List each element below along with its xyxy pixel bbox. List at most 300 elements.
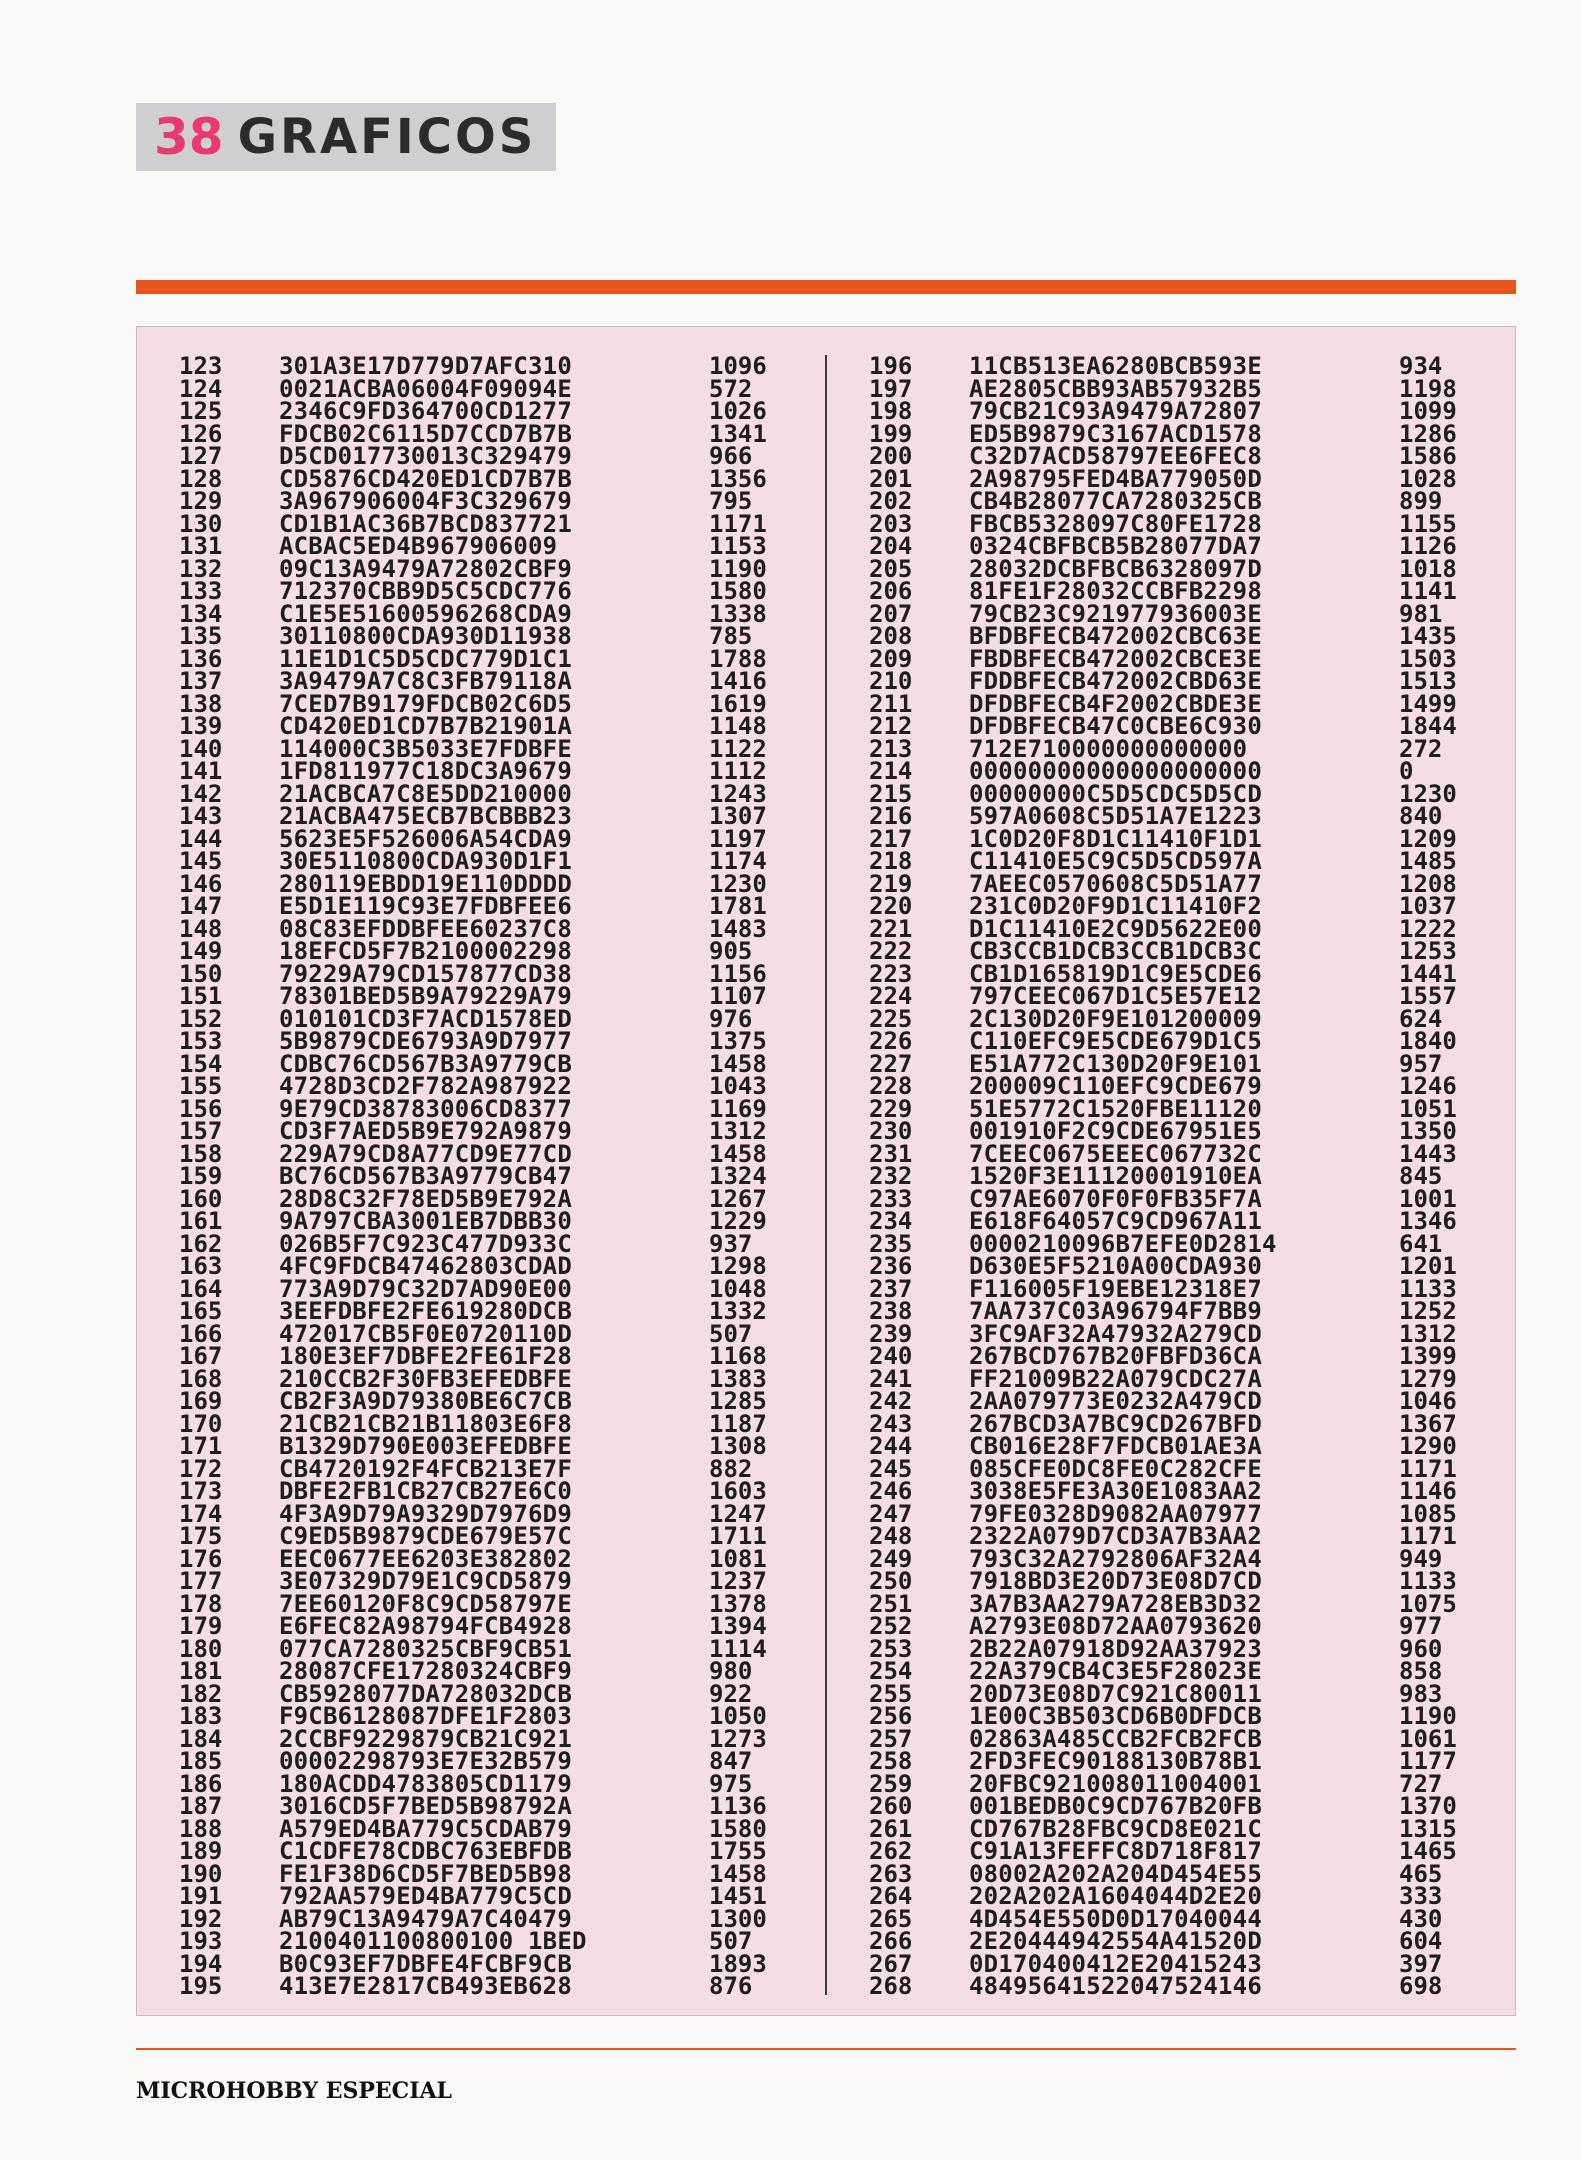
- checksum: 1279: [1399, 1364, 1457, 1393]
- hex-data: 20FBC921008011004001: [969, 1769, 1262, 1798]
- line-number: 252: [869, 1612, 913, 1640]
- line-number: 215: [869, 779, 913, 808]
- line-number: 129: [179, 487, 223, 515]
- hex-data: 28D8C32F78ED5B9E792A: [279, 1184, 572, 1213]
- line-number: 228: [869, 1072, 913, 1100]
- line-number: 245: [869, 1454, 913, 1483]
- checksum: 1580: [709, 1814, 767, 1843]
- checksum: 1781: [709, 892, 767, 920]
- hex-data: CD3F7AED5B9E792A9879: [279, 1117, 572, 1145]
- line-number: 124: [179, 374, 223, 403]
- hex-data: 21CB21CB21B11803E6F8: [279, 1409, 572, 1438]
- line-number: 253: [869, 1634, 913, 1663]
- line-number: 251: [869, 1589, 913, 1618]
- line-number: 163: [179, 1252, 223, 1280]
- hex-data: C32D7ACD58797EE6FEC8: [969, 442, 1262, 470]
- line-number: 238: [869, 1297, 913, 1325]
- line-number: 219: [869, 869, 913, 898]
- hex-data: 48495641522047524146: [969, 1972, 1262, 2000]
- line-number: 159: [179, 1162, 223, 1190]
- hex-data: 301A3E17D779D7AFC310: [279, 352, 572, 380]
- listing-line: [869, 1972, 1489, 2000]
- hex-data: 21ACBCA7C8E5DD210000: [279, 779, 572, 808]
- checksum: 1441: [1399, 959, 1457, 988]
- line-number: 190: [179, 1859, 223, 1888]
- checksum: 960: [1399, 1634, 1443, 1663]
- line-number: 265: [869, 1904, 913, 1933]
- checksum: 1133: [1399, 1567, 1457, 1595]
- hex-data: 2AA079773E0232A479CD: [969, 1387, 1262, 1415]
- line-number: 250: [869, 1567, 913, 1595]
- line-number: 220: [869, 892, 913, 920]
- line-number: 242: [869, 1387, 913, 1415]
- checksum: 1350: [1399, 1117, 1457, 1145]
- line-number: 257: [869, 1724, 913, 1753]
- hex-data: 797CEEC067D1C5E57E12: [969, 982, 1262, 1010]
- checksum: 1290: [1399, 1432, 1457, 1460]
- checksum: 1050: [709, 1702, 767, 1730]
- checksum: 1341: [709, 419, 767, 448]
- checksum: 1451: [709, 1882, 767, 1910]
- checksum: 1001: [1399, 1184, 1457, 1213]
- hex-data: 026B5F7C923C477D933C: [279, 1229, 572, 1258]
- hex-data: E618F64057C9CD967A11: [969, 1207, 1262, 1235]
- hex-data: 9E79CD38783006CD8377: [279, 1094, 572, 1123]
- checksum: 1298: [709, 1252, 767, 1280]
- line-number: 240: [869, 1342, 913, 1370]
- line-number: 194: [179, 1949, 223, 1978]
- checksum: 1197: [709, 824, 767, 853]
- line-number: 165: [179, 1297, 223, 1325]
- hex-data: 7AA737C03A96794F7BB9: [969, 1297, 1262, 1325]
- checksum: 1378: [709, 1589, 767, 1618]
- checksum: 981: [1399, 599, 1443, 628]
- hex-data: 793C32A2792806AF32A4: [969, 1544, 1262, 1573]
- checksum: 1156: [709, 959, 767, 988]
- hex-data: 2346C9FD364700CD1277: [279, 397, 572, 425]
- hex-data: 00000000C5D5CDC5D5CD: [969, 779, 1262, 808]
- line-number: 192: [179, 1904, 223, 1933]
- checksum: 795: [709, 487, 753, 515]
- line-number: 164: [179, 1274, 223, 1303]
- line-number: 211: [869, 689, 913, 718]
- line-number: 150: [179, 959, 223, 988]
- listing-column-left: [179, 352, 799, 2000]
- line-number: 195: [179, 1972, 223, 2000]
- hex-data: A2793E08D72AA0793620: [969, 1612, 1262, 1640]
- line-number: 134: [179, 599, 223, 628]
- line-number: 152: [179, 1004, 223, 1033]
- checksum: 949: [1399, 1544, 1443, 1573]
- line-number: 145: [179, 847, 223, 875]
- line-number: 155: [179, 1072, 223, 1100]
- hex-data: 200009C110EFC9CDE679: [969, 1072, 1262, 1100]
- hex-data: 2B22A07918D92AA37923: [969, 1634, 1262, 1663]
- line-number: 186: [179, 1769, 223, 1798]
- checksum: 1146: [1399, 1477, 1457, 1505]
- line-number: 143: [179, 802, 223, 830]
- hex-data: DFDBFECB4F2002CBDE3E: [969, 689, 1262, 718]
- hex-data: ED5B9879C3167ACD1578: [969, 419, 1262, 448]
- line-number: 176: [179, 1544, 223, 1573]
- hex-data: CB1D165819D1C9E5CDE6: [969, 959, 1262, 988]
- checksum: 1026: [709, 397, 767, 425]
- checksum: 1136: [709, 1792, 767, 1820]
- hex-data: 597A0608C5D51A7E1223: [969, 802, 1262, 830]
- line-number: 153: [179, 1027, 223, 1055]
- line-number: 263: [869, 1859, 913, 1888]
- line-number: 202: [869, 487, 913, 515]
- checksum: 1043: [709, 1072, 767, 1100]
- checksum: 922: [709, 1679, 753, 1708]
- line-number: 214: [869, 757, 913, 785]
- hex-data: 3A9479A7C8C3FB79118A: [279, 667, 572, 695]
- checksum: 858: [1399, 1657, 1443, 1685]
- checksum: 876: [709, 1972, 753, 2000]
- line-number: 262: [869, 1837, 913, 1865]
- checksum: 1435: [1399, 622, 1457, 650]
- line-number: 193: [179, 1927, 223, 1955]
- hex-data: CB5928077DA728032DCB: [279, 1679, 572, 1708]
- hex-data: 2100401100800100 1BED: [279, 1927, 587, 1955]
- line-number: 210: [869, 667, 913, 695]
- hex-data: 180E3EF7DBFE2FE61F28: [279, 1342, 572, 1370]
- line-number: 167: [179, 1342, 223, 1370]
- line-number: 154: [179, 1049, 223, 1078]
- checksum: 905: [709, 937, 753, 965]
- hex-data: 0000210096B7EFE0D2814: [969, 1229, 1277, 1258]
- hex-data: 792AA579ED4BA779C5CD: [279, 1882, 572, 1910]
- checksum: 1285: [709, 1387, 767, 1415]
- hex-data: 3E07329D79E1C9CD5879: [279, 1567, 572, 1595]
- line-number: 213: [869, 734, 913, 763]
- line-number: 139: [179, 712, 223, 740]
- line-number: 182: [179, 1679, 223, 1708]
- checksum: 1893: [709, 1949, 767, 1978]
- line-number: 259: [869, 1769, 913, 1798]
- hex-data: E6FEC82A98794FCB4928: [279, 1612, 572, 1640]
- line-number: 196: [869, 352, 913, 380]
- checksum: 1557: [1399, 982, 1457, 1010]
- checksum: 847: [709, 1747, 753, 1775]
- line-number: 229: [869, 1094, 913, 1123]
- checksum: 1171: [1399, 1454, 1457, 1483]
- checksum: 1312: [1399, 1319, 1457, 1348]
- checksum: 624: [1399, 1004, 1443, 1033]
- line-number: 268: [869, 1972, 913, 2000]
- checksum: 1755: [709, 1837, 767, 1865]
- line-number: 174: [179, 1499, 223, 1528]
- line-number: 198: [869, 397, 913, 425]
- hex-data: 18EFCD5F7B2100002298: [279, 937, 572, 965]
- checksum: 1416: [709, 667, 767, 695]
- line-number: 203: [869, 509, 913, 538]
- line-number: 142: [179, 779, 223, 808]
- line-number: 218: [869, 847, 913, 875]
- checksum: 1603: [709, 1477, 767, 1505]
- checksum: 1198: [1399, 374, 1457, 403]
- checksum: 397: [1399, 1949, 1443, 1978]
- checksum: 333: [1399, 1882, 1443, 1910]
- hex-data: 010101CD3F7ACD1578ED: [279, 1004, 572, 1033]
- hex-data: 001BEDB0C9CD767B20FB: [969, 1792, 1262, 1820]
- hex-data: 3A7B3AA279A728EB3D32: [969, 1589, 1262, 1618]
- line-number: 178: [179, 1589, 223, 1618]
- hex-data: EEC0677EE6203E382802: [279, 1544, 572, 1573]
- checksum: 727: [1399, 1769, 1443, 1798]
- line-number: 241: [869, 1364, 913, 1393]
- hex-data: 5B9879CDE6793A9D7977: [279, 1027, 572, 1055]
- checksum: 845: [1399, 1162, 1443, 1190]
- hex-data: D630E5F5210A00CDA930: [969, 1252, 1262, 1280]
- checksum: 1315: [1399, 1814, 1457, 1843]
- checksum: 1844: [1399, 712, 1457, 740]
- hex-data: 11CB513EA6280BCB593E: [969, 352, 1262, 380]
- line-number: 133: [179, 577, 223, 605]
- hex-data: 7CEEC0675EEEC067732C: [969, 1139, 1262, 1168]
- hex-data: E51A772C130D20F9E101: [969, 1049, 1262, 1078]
- checksum: 1458: [709, 1049, 767, 1078]
- hex-data: D1C11410E2C9D5622E00: [969, 914, 1262, 943]
- line-number: 179: [179, 1612, 223, 1640]
- checksum: 1155: [1399, 509, 1457, 538]
- checksum: 1324: [709, 1162, 767, 1190]
- checksum: 980: [709, 1657, 753, 1685]
- line-number: 183: [179, 1702, 223, 1730]
- checksum: 1096: [709, 352, 767, 380]
- line-number: 185: [179, 1747, 223, 1775]
- checksum: 1171: [709, 509, 767, 538]
- hex-data: 4728D3CD2F782A987922: [279, 1072, 572, 1100]
- hex-data: AE2805CBB93AB57932B5: [969, 374, 1262, 403]
- column-divider: [825, 355, 827, 1995]
- line-number: 162: [179, 1229, 223, 1258]
- hex-data: 30110800CDA930D11938: [279, 622, 572, 650]
- checksum: 1246: [1399, 1072, 1457, 1100]
- line-number: 201: [869, 464, 913, 493]
- checksum: 1051: [1399, 1094, 1457, 1123]
- hex-data: 79CB23C921977936003E: [969, 599, 1262, 628]
- checksum: 1243: [709, 779, 767, 808]
- checksum: 1443: [1399, 1139, 1457, 1168]
- line-number: 260: [869, 1792, 913, 1820]
- hex-data: AB79C13A9479A7C40479: [279, 1904, 572, 1933]
- hex-data: 51E5772C1520FBE11120: [969, 1094, 1262, 1123]
- checksum: 1338: [709, 599, 767, 628]
- hex-data: 7AEEC0570608C5D51A77: [969, 869, 1262, 898]
- line-number: 148: [179, 914, 223, 943]
- line-number: 184: [179, 1724, 223, 1753]
- line-number: 207: [869, 599, 913, 628]
- line-number: 230: [869, 1117, 913, 1145]
- checksum: 1346: [1399, 1207, 1457, 1235]
- line-number: 197: [869, 374, 913, 403]
- line-number: 244: [869, 1432, 913, 1460]
- line-number: 204: [869, 532, 913, 560]
- hex-data: 21ACBA475ECB7BCBBB23: [279, 802, 572, 830]
- line-number: 135: [179, 622, 223, 650]
- checksum: 1148: [709, 712, 767, 740]
- line-number: 151: [179, 982, 223, 1010]
- hex-data: 773A9D79C32D7AD90E00: [279, 1274, 572, 1303]
- line-number: 156: [179, 1094, 223, 1123]
- checksum: 1169: [709, 1094, 767, 1123]
- hex-data: 08C83EFDDBFEE60237C8: [279, 914, 572, 943]
- checksum: 507: [709, 1927, 753, 1955]
- checksum: 1267: [709, 1184, 767, 1213]
- line-number: 158: [179, 1139, 223, 1168]
- checksum: 1187: [709, 1409, 767, 1438]
- hex-data: 0324CBFBCB5B28077DA7: [969, 532, 1262, 560]
- hex-data: 1C0D20F8D1C11410F1D1: [969, 824, 1262, 853]
- hex-data: 4FC9FDCB47462803CDAD: [279, 1252, 572, 1280]
- checksum: 1458: [709, 1859, 767, 1888]
- hex-data: 9A797CBA3001EB7DBB30: [279, 1207, 572, 1235]
- hex-data: 00000000000000000000: [969, 757, 1262, 785]
- hex-data: 2322A079D7CD3A7B3AA2: [969, 1522, 1262, 1550]
- line-number: 224: [869, 982, 913, 1010]
- checksum: 1048: [709, 1274, 767, 1303]
- hex-data: F9CB6128087DFE1F2803: [279, 1702, 572, 1730]
- hex-data: 2CCBF9229879CB21C921: [279, 1724, 572, 1753]
- checksum: 966: [709, 442, 753, 470]
- line-number: 221: [869, 914, 913, 943]
- hex-data: 472017CB5F0E0720110D: [279, 1319, 572, 1348]
- checksum: 1075: [1399, 1589, 1457, 1618]
- line-number: 137: [179, 667, 223, 695]
- line-number: 171: [179, 1432, 223, 1460]
- hex-data: CD5876CD420ED1CD7B7B: [279, 464, 572, 493]
- checksum: 957: [1399, 1049, 1443, 1078]
- hex-data: C97AE6070F0F0FB35F7A: [969, 1184, 1262, 1213]
- checksum: 1308: [709, 1432, 767, 1460]
- hex-data: 001910F2C9CDE67951E5: [969, 1117, 1262, 1145]
- line-number: 181: [179, 1657, 223, 1685]
- hex-data: 4F3A9D79A9329D7976D9: [279, 1499, 572, 1528]
- hex-data: ACBAC5ED4B967906009: [279, 532, 558, 560]
- line-number: 136: [179, 644, 223, 673]
- checksum: 1394: [709, 1612, 767, 1640]
- checksum: 1370: [1399, 1792, 1457, 1820]
- line-number: 243: [869, 1409, 913, 1438]
- hex-data: 28087CFE17280324CBF9: [279, 1657, 572, 1685]
- hex-data: BC76CD567B3A9779CB47: [279, 1162, 572, 1190]
- line-number: 125: [179, 397, 223, 425]
- line-number: 157: [179, 1117, 223, 1145]
- checksum: 1503: [1399, 644, 1457, 673]
- hex-data: C91A13FEFFC8D718F817: [969, 1837, 1262, 1865]
- hex-data: 2FD3FEC90188130B78B1: [969, 1747, 1262, 1775]
- hex-data: 413E7E2817CB493EB628: [279, 1972, 572, 2000]
- checksum: 507: [709, 1319, 753, 1348]
- line-number: 264: [869, 1882, 913, 1910]
- line-number: 239: [869, 1319, 913, 1348]
- checksum: 1300: [709, 1904, 767, 1933]
- line-number: 141: [179, 757, 223, 785]
- checksum: 604: [1399, 1927, 1443, 1955]
- hex-data: 30E5110800CDA930D1F1: [279, 847, 572, 875]
- line-number: 267: [869, 1949, 913, 1978]
- checksum: 1177: [1399, 1747, 1457, 1775]
- hex-data: FDCB02C6115D7CCD7B7B: [279, 419, 572, 448]
- hex-data: C9ED5B9879CDE679E57C: [279, 1522, 572, 1550]
- hex-data: E5D1E119C93E7FDBFEE6: [279, 892, 572, 920]
- line-number: 258: [869, 1747, 913, 1775]
- hex-data: CDBC76CD567B3A9779CB: [279, 1049, 572, 1078]
- line-number: 200: [869, 442, 913, 470]
- checksum: 0: [1399, 757, 1414, 785]
- checksum: 1230: [709, 869, 767, 898]
- hex-data: 3EEFDBFE2FE619280DCB: [279, 1297, 572, 1325]
- line-number: 199: [869, 419, 913, 448]
- hex-data: 085CFE0DC8FE0C282CFE: [969, 1454, 1262, 1483]
- checksum: 1133: [1399, 1274, 1457, 1303]
- checksum: 1286: [1399, 419, 1457, 448]
- line-number: 226: [869, 1027, 913, 1055]
- listing-column-right: [869, 352, 1489, 2000]
- top-rule: [136, 280, 1516, 294]
- line-number: 209: [869, 644, 913, 673]
- hex-data: C110EFC9E5CDE679D1C5: [969, 1027, 1262, 1055]
- checksum: 1171: [1399, 1522, 1457, 1550]
- checksum: 1122: [709, 734, 767, 763]
- checksum: 977: [1399, 1612, 1443, 1640]
- checksum: 1153: [709, 532, 767, 560]
- checksum: 641: [1399, 1229, 1443, 1258]
- checksum: 1485: [1399, 847, 1457, 875]
- checksum: 1711: [709, 1522, 767, 1550]
- checksum: 1252: [1399, 1297, 1457, 1325]
- checksum: 882: [709, 1454, 753, 1483]
- line-number: 123: [179, 352, 223, 380]
- line-number: 127: [179, 442, 223, 470]
- hex-data: 3016CD5F7BED5B98792A: [279, 1792, 572, 1820]
- hex-data: CB4720192F4FCB213E7F: [279, 1454, 572, 1483]
- checksum: 1046: [1399, 1387, 1457, 1415]
- checksum: 1222: [1399, 914, 1457, 943]
- line-number: 147: [179, 892, 223, 920]
- checksum: 1399: [1399, 1342, 1457, 1370]
- line-number: 144: [179, 824, 223, 853]
- line-number: 231: [869, 1139, 913, 1168]
- line-number: 266: [869, 1927, 913, 1955]
- bottom-rule: [136, 2048, 1516, 2050]
- hex-data: 7918BD3E20D73E08D7CD: [969, 1567, 1262, 1595]
- checksum: 1168: [709, 1342, 767, 1370]
- line-number: 254: [869, 1657, 913, 1685]
- line-number: 246: [869, 1477, 913, 1505]
- line-number: 175: [179, 1522, 223, 1550]
- line-number: 208: [869, 622, 913, 650]
- hex-data: 2C130D20F9E101200009: [969, 1004, 1262, 1033]
- hex-data: 3FC9AF32A47932A279CD: [969, 1319, 1262, 1348]
- line-number: 160: [179, 1184, 223, 1213]
- checksum: 1028: [1399, 464, 1457, 493]
- checksum: 983: [1399, 1679, 1443, 1708]
- line-number: 223: [869, 959, 913, 988]
- checksum: 1229: [709, 1207, 767, 1235]
- line-number: 168: [179, 1364, 223, 1393]
- line-number: 256: [869, 1702, 913, 1730]
- checksum: 1081: [709, 1544, 767, 1573]
- hex-data: 00002298793E7E32B579: [279, 1747, 572, 1775]
- hex-data: B1329D790E003EFEDBFE: [279, 1432, 572, 1460]
- hex-data: FDDBFECB472002CBD63E: [969, 667, 1262, 695]
- checksum: 1208: [1399, 869, 1457, 898]
- checksum: 976: [709, 1004, 753, 1033]
- checksum: 1499: [1399, 689, 1457, 718]
- checksum: 1312: [709, 1117, 767, 1145]
